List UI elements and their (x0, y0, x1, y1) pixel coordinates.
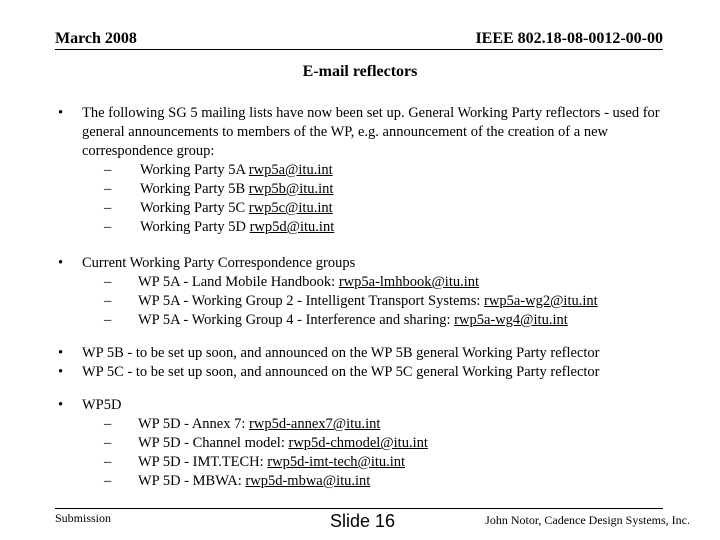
dash-icon: – (104, 181, 112, 197)
bullet-item (58, 254, 678, 330)
sub-item-label: Working Party 5C (140, 200, 246, 216)
sub-item-label: WP 5D - IMT.TECH: (138, 454, 264, 470)
sub-item (82, 472, 678, 491)
bullet-icon: • (58, 345, 64, 361)
dash-icon: – (104, 293, 112, 309)
footer-submission: Submission (55, 511, 112, 525)
email-link[interactable]: rwp5a-wg2@itu.int (484, 293, 598, 309)
bullet-icon: • (58, 255, 64, 271)
sub-item (82, 199, 678, 218)
header-divider (55, 49, 663, 50)
dash-icon: – (104, 274, 112, 290)
email-link[interactable]: rwp5a-wg4@itu.int (454, 312, 568, 328)
header-date: March 2008 (55, 30, 137, 47)
sub-item-label: Working Party 5D (140, 219, 246, 235)
bullet-icon: • (58, 105, 64, 121)
sub-item-label: WP 5D - MBWA: (138, 473, 242, 489)
footer-divider (55, 508, 663, 509)
bullet-item (58, 104, 678, 237)
slide-title: E-mail reflectors (302, 63, 418, 80)
sub-item (82, 434, 678, 453)
bullet-text: The following SG 5 mailing lists have now been set up. General Working Party reflectors - used for general announcements to members of the WP, e.g. announcement of the creation of a new correspondence group: (82, 105, 660, 159)
sub-item (82, 453, 678, 472)
bullet-icon: • (58, 397, 64, 413)
sub-item (82, 218, 678, 237)
email-link[interactable]: rwp5d-mbwa@itu.int (245, 473, 371, 489)
sub-item (82, 292, 678, 311)
slide-number: Slide 16 (330, 511, 396, 531)
bullet-text: WP 5B - to be set up soon, and announced on the WP 5B general Working Party reflector (82, 345, 600, 361)
sub-item-label: Working Party 5A (140, 162, 246, 178)
email-link[interactable]: rwp5b@itu.int (248, 181, 334, 197)
email-link[interactable]: rwp5a@itu.int (248, 162, 333, 178)
dash-icon: – (104, 473, 112, 489)
sub-item-label: WP 5A - Working Group 2 - Intelligent Transport Systems: (138, 293, 481, 309)
bullet-icon: • (58, 364, 64, 380)
bullet-text: WP5D (82, 397, 122, 413)
dash-icon: – (104, 219, 112, 235)
sub-item-label: WP 5A - Land Mobile Handbook: (138, 274, 336, 290)
bullet-item (58, 344, 678, 363)
sub-item-label: WP 5A - Working Group 4 - Interference and sharing: (138, 312, 451, 328)
sub-item-label: Working Party 5B (140, 181, 246, 197)
sub-item-label: WP 5D - Channel model: (138, 435, 285, 451)
email-link[interactable]: rwp5a-lmhbook@itu.int (338, 274, 480, 290)
sub-item-label: WP 5D - Annex 7: (138, 416, 246, 432)
slide-body (58, 104, 678, 491)
sub-item (82, 311, 678, 330)
dash-icon: – (104, 416, 112, 432)
sub-item (82, 273, 678, 292)
sub-item (82, 161, 678, 180)
email-link[interactable]: rwp5d-imt-tech@itu.int (267, 454, 406, 470)
bullet-text: Current Working Party Correspondence groups (82, 255, 356, 271)
email-link[interactable]: rwp5d-chmodel@itu.int (288, 435, 428, 451)
email-link[interactable]: rwp5d@itu.int (249, 219, 335, 235)
sub-item (82, 180, 678, 199)
email-link[interactable]: rwp5d-annex7@itu.int (249, 416, 381, 432)
footer-author: John Notor, Cadence Design Systems, Inc. (485, 513, 690, 527)
email-link[interactable]: rwp5c@itu.int (248, 200, 333, 216)
bullet-item (58, 363, 678, 382)
dash-icon: – (104, 312, 112, 328)
dash-icon: – (104, 200, 112, 216)
header-doc-id: IEEE 802.18-08-0012-00-00 (475, 30, 663, 47)
dash-icon: – (104, 162, 112, 178)
sub-item (82, 415, 678, 434)
bullet-item (58, 396, 678, 491)
dash-icon: – (104, 435, 112, 451)
bullet-text: WP 5C - to be set up soon, and announced on the WP 5C general Working Party reflector (82, 364, 600, 380)
dash-icon: – (104, 454, 112, 470)
